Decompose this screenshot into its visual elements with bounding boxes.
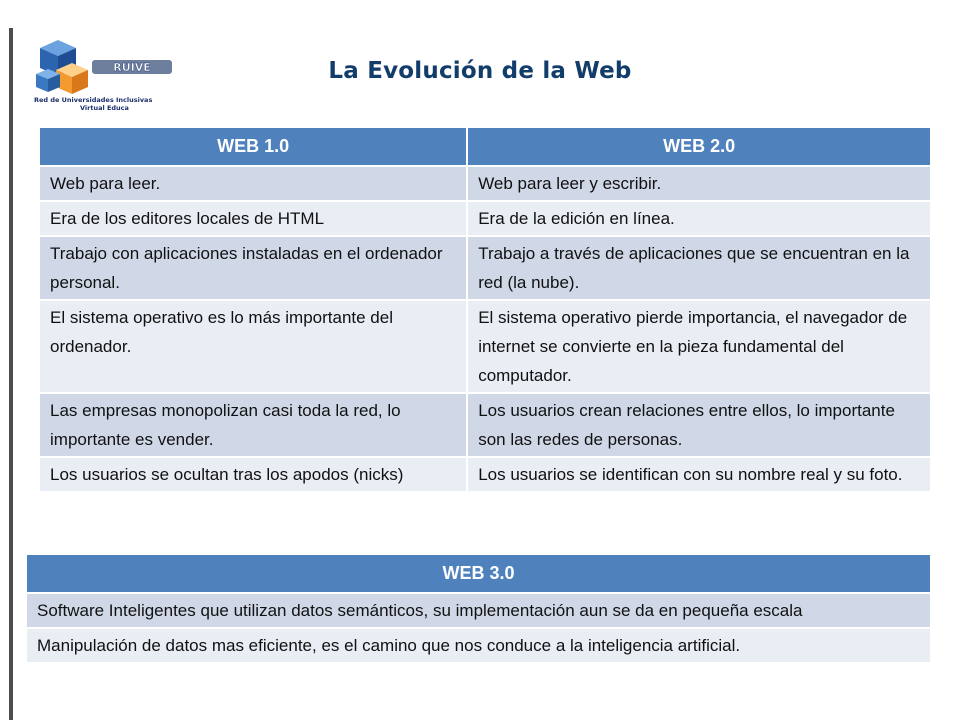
web3-cell: Software Inteligentes que utilizan datos semánticos, su implementación aun se da en pequeña escala xyxy=(27,593,930,628)
table-row xyxy=(40,300,930,393)
web3-table xyxy=(27,555,930,664)
web1-cell: Las empresas monopolizan casi toda la red, lo importante es vender. xyxy=(40,393,467,457)
header-web-3: WEB 3.0 xyxy=(27,555,930,593)
ruive-logo xyxy=(32,36,192,112)
web1-cell: Los usuarios se ocultan tras los apodos (nicks) xyxy=(40,457,467,492)
table-row xyxy=(40,166,930,201)
web1-cell: Era de los editores locales de HTML xyxy=(40,201,467,236)
header-web-1: WEB 1.0 xyxy=(40,128,467,166)
table-row xyxy=(40,201,930,236)
table-row xyxy=(40,236,930,300)
header-web-2: WEB 2.0 xyxy=(467,128,930,166)
web1-cell: El sistema operativo es lo más importante del ordenador. xyxy=(40,300,467,393)
web2-cell: El sistema operativo pierde importancia, el navegador de internet se convierte en la pieza fundamental del computador. xyxy=(467,300,930,393)
logo-subtitle-1: Red de Universidades Inclusivas xyxy=(34,96,153,104)
web2-cell: Trabajo a través de aplicaciones que se encuentran en la red (la nube). xyxy=(467,236,930,300)
logo-name: RUIVE xyxy=(113,61,151,74)
table-header-row xyxy=(27,555,930,593)
table-header-row xyxy=(40,128,930,166)
table-row xyxy=(27,628,930,663)
logo-graphic xyxy=(32,36,192,112)
web1-cell: Trabajo con aplicaciones instaladas en el ordenador personal. xyxy=(40,236,467,300)
web2-cell: Los usuarios crean relaciones entre ellos, lo importante son las redes de personas. xyxy=(467,393,930,457)
table-row xyxy=(40,393,930,457)
web2-cell: Web para leer y escribir. xyxy=(467,166,930,201)
page-title: La Evolución de la Web xyxy=(328,58,632,84)
table-row xyxy=(40,457,930,492)
web1-web2-comparison-table xyxy=(40,128,930,493)
web2-cell: Los usuarios se identifican con su nombre real y su foto. xyxy=(467,457,930,492)
web3-cell: Manipulación de datos mas eficiente, es el camino que nos conduce a la inteligencia artificial. xyxy=(27,628,930,663)
table-row xyxy=(27,593,930,628)
logo-subtitle-2: Virtual Educa xyxy=(80,104,129,112)
web1-cell: Web para leer. xyxy=(40,166,467,201)
web2-cell: Era de la edición en línea. xyxy=(467,201,930,236)
left-border-rule xyxy=(9,28,13,720)
